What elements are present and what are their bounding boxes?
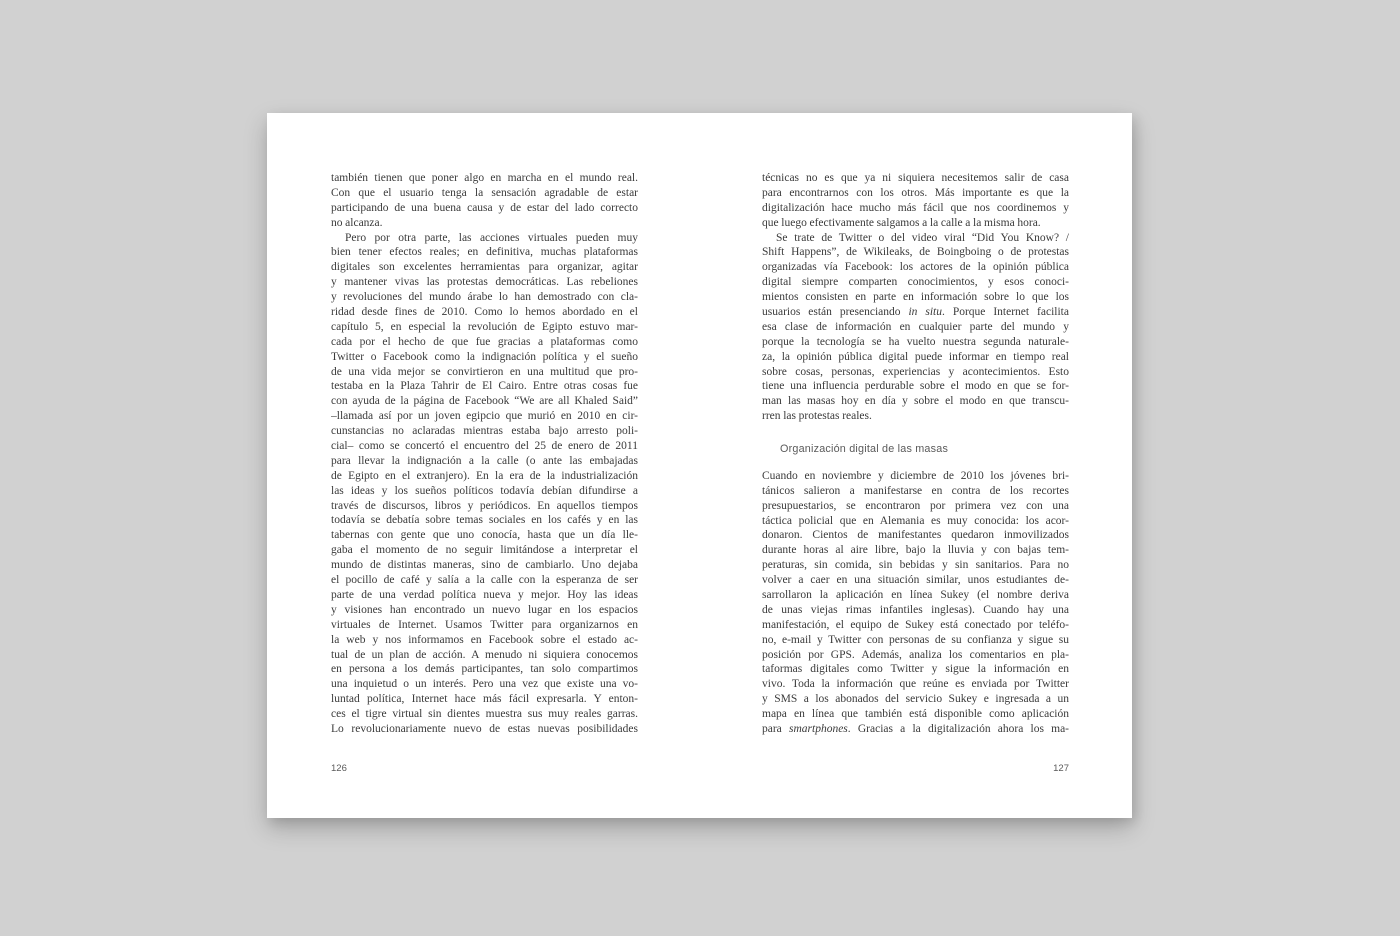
text-line: usuarios están presenciando in situ. Porque Internet facilita [762, 306, 1069, 319]
text-line: través de discursos, libros y periódicos. En aquellos tiempos [331, 499, 638, 512]
text-line: cada por el hecho de que fue gracias a plataformas como [331, 335, 638, 348]
text-line: todavía se debatía sobre temas sociales en los cafés y en las [331, 514, 638, 527]
text-line: participando de una buena causa y de estar del lado correcto [331, 201, 638, 214]
text-line: Twitter o Facebook como la indignación política y el sueño [331, 350, 638, 363]
text-line: gaba el momento de no seguir limitándose a interpretar el [331, 544, 638, 557]
text-line: peraturas, sin comida, sin bebidas y sin sanitarios. Para no [762, 559, 1069, 572]
text-line: donaron. Cientos de manifestantes quedaron inmovilizados [762, 529, 1069, 542]
left-page [267, 113, 700, 818]
text-line: la web y nos informamos en Facebook sobre el estado ac- [331, 633, 638, 646]
text-line: de Egipto en el extranjero). En la era de la industrialización [331, 469, 638, 482]
text-line: no alcanza. [331, 216, 383, 229]
text-line: táctica policial que en Alemania es muy conocida: los acor- [762, 514, 1069, 527]
text-line: tánicos salieron a manifestarse en contra de los recortes [762, 484, 1069, 497]
text-line: que luego efectivamente salgamos a la calle a la misma hora. [762, 216, 1041, 229]
text-line: y visiones han encontrado un nuevo lugar en los espacios [331, 603, 638, 616]
text-line: za, la opinión pública digital puede informar en tiempo real [762, 350, 1069, 363]
text-line: para encontrarnos con los otros. Más importante es que la [762, 186, 1069, 199]
text-line: rren las protestas reales. [762, 410, 872, 423]
text-line: Se trate de Twitter o del video viral “Did You Know? / [776, 231, 1069, 244]
section-heading: Organización digital de las masas [780, 443, 949, 456]
text-line: man las masas hoy en día y sobre el modo en que transcu- [762, 395, 1069, 408]
text-line: Pero por otra parte, las acciones virtuales pueden muy [345, 231, 638, 244]
text-line: volver a caer en una situación similar, unos estudiantes de- [762, 574, 1069, 587]
text-line: mientos consisten en parte en información sobre lo que los [762, 291, 1069, 304]
text-line: digitalización hace mucho más fácil que nos coordinemos y [762, 201, 1069, 214]
text-line: taformas digitales como Twitter y sigue la información en [762, 663, 1069, 676]
text-line: ces el tigre virtual sin dientes muestra sus muy reales garras. [331, 708, 638, 721]
right-page-text-column [762, 171, 1069, 737]
text-line: tual de un plan de acción. A menudo ni siquiera conocemos [331, 648, 638, 661]
text-line: Cuando en noviembre y diciembre de 2010 los jóvenes bri- [762, 469, 1069, 482]
text-line: parte de una verdad política nueva y mejor. Hoy las ideas [331, 588, 638, 601]
text-line: –llamada así por un joven egipcio que murió en 2010 en cir- [331, 410, 638, 423]
text-line: manifestación, el equipo de Sukey está conectado por teléfo- [762, 618, 1069, 631]
text-line: digitales son excelentes herramientas para organizar, agitar [331, 261, 638, 274]
text-line: cunstancias no aclaradas mientras estaba bajo arresto poli- [331, 425, 638, 438]
text-line: esa clase de información en cualquier parte del mundo y [762, 320, 1069, 333]
text-line: técnicas no es que ya ni siquiera necesitemos salir de casa [762, 172, 1069, 184]
text-line: posición por GPS. Además, analiza los comentarios en pla- [762, 648, 1069, 661]
text-line: tabernas con gente que uno conocía, hasta que un día lle- [331, 529, 638, 542]
text-line: presupuestarios, se encontraron por primera vez con una [762, 499, 1069, 512]
text-line: luntad política, Internet hace más fácil expresarla. Y enton- [331, 693, 638, 706]
text-line: vivo. Toda la información que reúne es enviada por Twitter [762, 678, 1069, 691]
text-line: durante horas al aire libre, bajo la lluvia y con bajas tem- [762, 544, 1069, 557]
right-page [700, 113, 1133, 818]
left-page-text-column [331, 171, 638, 737]
text-line: Con que el usuario tenga la sensación agradable de estar [331, 186, 638, 199]
text-line: las ideas y los sueños políticos todavía debían difundirse a [331, 484, 638, 497]
text-line: para llevar la indignación a la calle (o ante las embajadas [331, 454, 638, 467]
right-page-number: 127 [1053, 763, 1069, 774]
text-line: digital siempre comparten conocimientos, y esos conoci- [762, 276, 1069, 289]
text-line: no, e-mail y Twitter con personas de su confianza y sigue su [762, 633, 1069, 646]
text-line: también tienen que poner algo en marcha en el mundo real. [331, 172, 638, 184]
text-line: y revoluciones del mundo árabe lo han demostrado con cla- [331, 291, 638, 304]
text-line: mapa en línea que también está disponible como aplicación [762, 708, 1069, 721]
text-line: una inquietud o un interés. Pero una vez que existe una vo- [331, 678, 638, 691]
text-line: bien tener efectos reales; en definitiva, muchas plataformas [331, 246, 638, 259]
text-line: sarrollaron la aplicación en línea Sukey (el nombre deriva [762, 588, 1069, 601]
text-line: en persona a los demás participantes, tan solo compartimos [331, 663, 638, 676]
text-line: capítulo 5, en especial la revolución de Egipto estuvo mar- [331, 320, 638, 333]
text-line: y SMS a los abonados del servicio Sukey e ingresada a un [762, 693, 1069, 706]
text-line: mundo de distintas maneras, sino de cambiarlo. Uno dejaba [331, 559, 638, 572]
text-line: organizadas vía Facebook: los actores de la opinión pública [762, 261, 1069, 274]
text-line: de unas viejas rimas infantiles inglesas). Cuando hay una [762, 603, 1069, 616]
text-line: tiene una influencia perdurable sobre el modo en que se for- [762, 380, 1069, 393]
book-spread [267, 113, 1132, 818]
text-line: de una vida mejor se convirtieron en una multitud que pro- [331, 365, 638, 378]
text-line: el pocillo de café y salía a la calle con la esperanza de ser [331, 574, 638, 587]
text-line: ridad desde fines de 2010. Como lo hemos abordado en el [331, 306, 638, 319]
text-line: para smartphones. Gracias a la digitalización ahora los ma- [762, 722, 1069, 735]
left-page-number: 126 [331, 763, 347, 774]
text-line: testaba en la Plaza Tahrir de El Cairo. Entre otras cosas fue [331, 380, 638, 393]
text-line: sobre cosas, personas, experiencias y acontecimientos. Esto [762, 365, 1069, 378]
text-line: Lo revolucionariamente nuevo de estas nuevas posibilidades [331, 722, 638, 735]
text-line: virtuales de Internet. Usamos Twitter para organizarnos en [331, 618, 638, 631]
text-line: y mantener vivas las protestas democráticas. Las rebeliones [331, 276, 638, 289]
text-line: cial– como se concertó el encuentro del 25 de enero de 2011 [331, 440, 638, 453]
text-line: con ayuda de la página de Facebook “We are all Khaled Said” [331, 395, 638, 408]
text-line: Shift Happens”, de Wikileaks, de Boingboing o de protestas [762, 246, 1069, 259]
text-line: porque la tecnología se ha vuelto nuestra segunda naturale- [762, 335, 1069, 348]
